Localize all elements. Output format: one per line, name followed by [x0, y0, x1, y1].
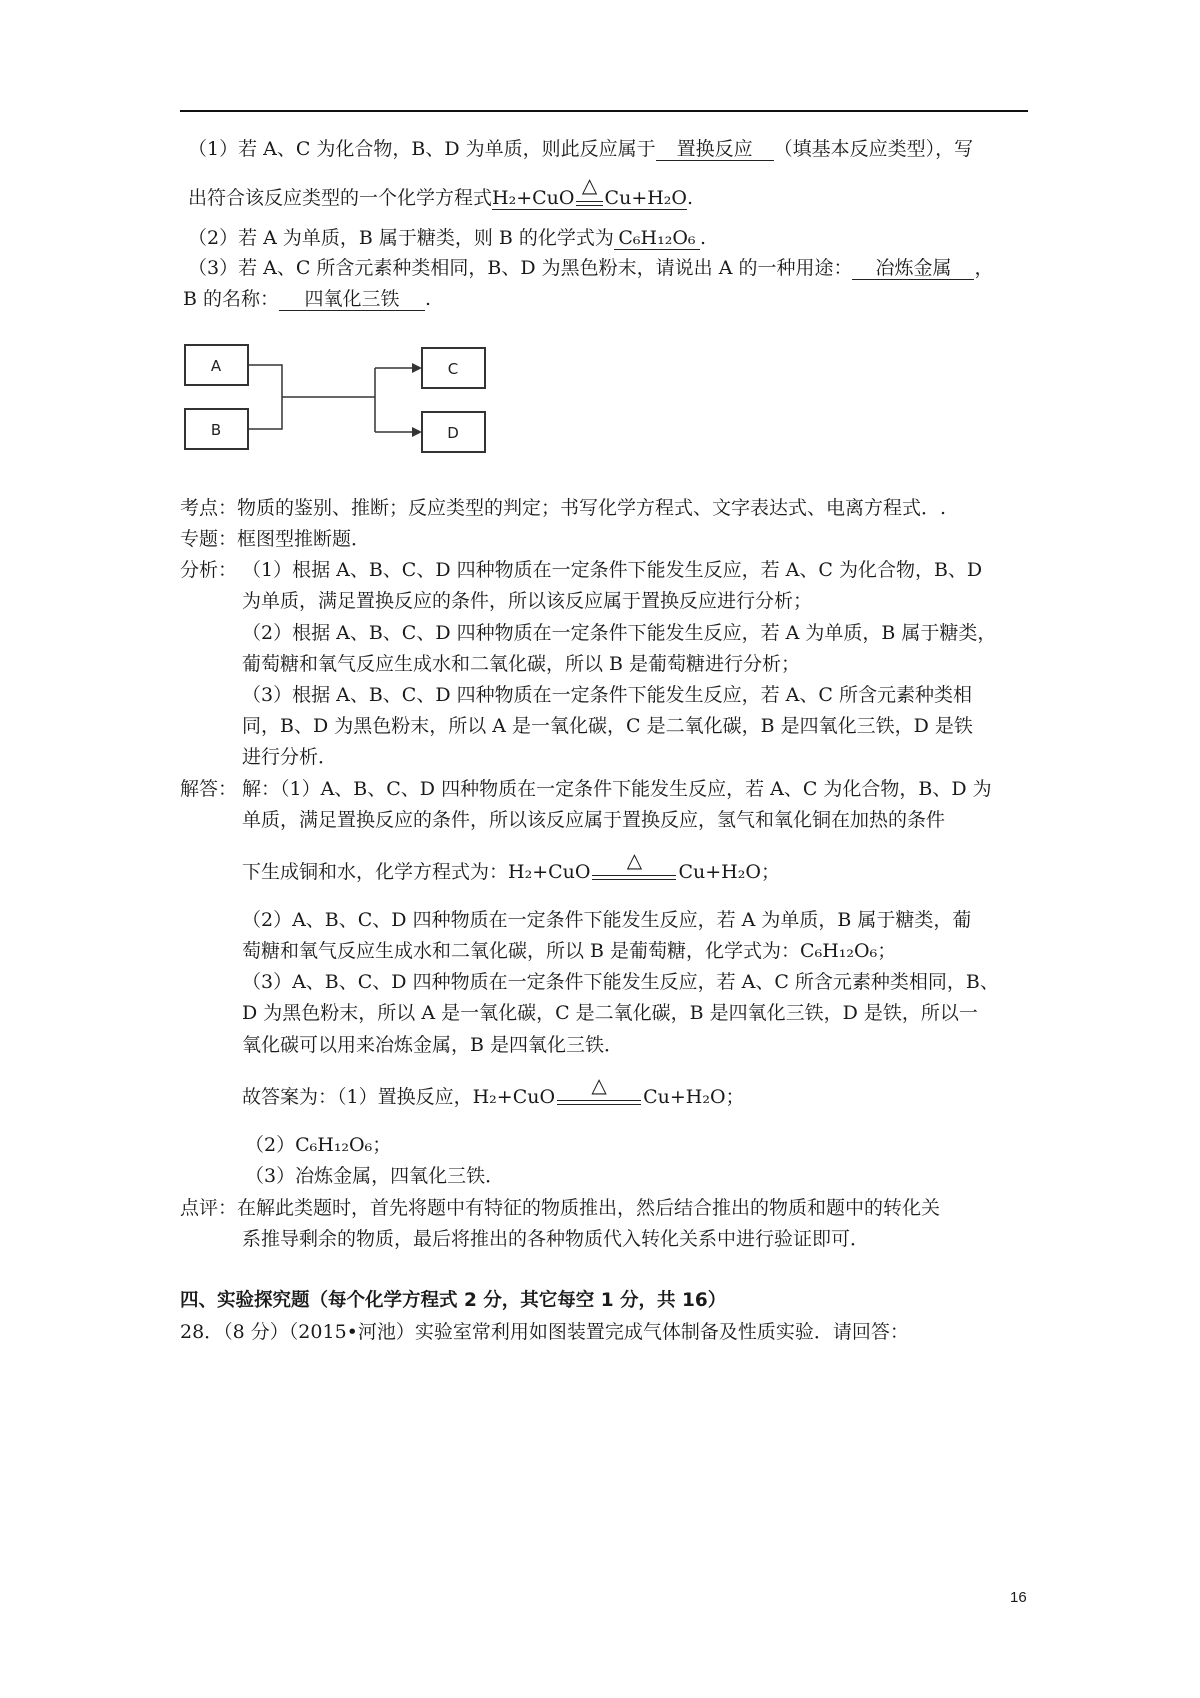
delta-icon: △: [581, 173, 598, 197]
answer-blank-equation: H₂+CuO △ Cu+H₂O: [492, 173, 688, 209]
header-rule: [180, 110, 1028, 112]
q27-part1-line1: （1）若 A、C 为化合物，B、D 为单质，则此反应属于 置换反应 （填基本反应类型），写: [188, 138, 974, 160]
jieda-3b: D 为黑色粉末，所以 A 是一氧化碳，C 是二氧化碳，B 是四氧化三铁，D 是铁，所以一: [242, 1002, 978, 1024]
jieda-2b: 萄糖和氧气反应生成水和二氧化碳，所以 B 是葡萄糖，化学式为：C₆H₁₂O₆；: [242, 940, 897, 962]
fenxi-label: 分析：: [180, 559, 238, 581]
delta-icon: △: [626, 848, 643, 872]
jieda-1c: 下生成铜和水，化学方程式为： H₂+CuO △ Cu+H₂O ；: [242, 848, 780, 883]
label-a: A: [210, 357, 222, 375]
jieda-1b: 单质，满足置换反应的条件，所以该反应属于置换反应，氢气和氧化铜在加热的条件: [242, 809, 946, 831]
q27-part2: （2）若 A 为单质，B 属于糖类，则 B 的化学式为 C₆H₁₂O₆ .: [188, 227, 706, 249]
kaodian: 考点：物质的鉴别、推断；反应类型的判定；书写化学方程式、文字表达式、电离方程式．.: [180, 497, 947, 519]
question-28: 28．（8 分）（2015•河池）实验室常利用如图装置完成气体制备及性质实验．请回答：: [180, 1321, 909, 1343]
dianping-a: 点评：在解此类题时，首先将题中有特征的物质推出，然后结合推出的物质和题中的转化关: [180, 1197, 941, 1219]
answer-blank-formula: C₆H₁₂O₆: [614, 227, 700, 250]
fenxi-1b: 为单质，满足置换反应的条件，所以该反应属于置换反应进行分析；: [242, 590, 813, 612]
final-answer-1: 故答案为：（1）置换反应， H₂+CuO △ Cu+H₂O ；: [242, 1073, 745, 1108]
connector-lines: [248, 365, 416, 432]
label-c: C: [447, 360, 459, 378]
answer-blank-name: 四氧化三铁: [279, 288, 425, 311]
zhuanti: 专题：框图型推断题．: [180, 528, 371, 550]
jieda-3a: （3）A、B、C、D 四种物质在一定条件下能发生反应，若 A、C 所含元素种类相同，B、: [242, 971, 999, 993]
arrowheads: [412, 363, 422, 437]
jieda-3c: 氧化碳可以用来冶炼金属，B 是四氧化三铁．: [242, 1034, 624, 1056]
reaction-diagram: [180, 340, 500, 470]
dianping-b: 系推导剩余的物质，最后将推出的各种物质代入转化关系中进行验证即可．: [242, 1228, 870, 1250]
delta-icon: △: [591, 1073, 607, 1097]
fenxi-3c: 进行分析．: [242, 746, 338, 768]
jieda-2a: （2）A、B、C、D 四种物质在一定条件下能发生反应，若 A 为单质，B 属于糖类，葡: [242, 909, 972, 931]
page-number: 16: [1010, 1589, 1027, 1606]
fenxi-1a: （1）根据 A、B、C、D 四种物质在一定条件下能发生反应，若 A、C 为化合物，B、D: [242, 559, 983, 581]
section-heading: 四、实验探究题（每个化学方程式 2 分，其它每空 1 分，共 16）: [180, 1290, 727, 1311]
q27-part1-line2: 出符合该反应类型的一个化学方程式 H₂+CuO △ Cu+H₂O .: [188, 173, 694, 209]
answer-blank-reaction-type: 置换反应: [656, 138, 774, 161]
fenxi-3a: （3）根据 A、B、C、D 四种物质在一定条件下能发生反应，若 A、C 所含元素种类相: [242, 684, 972, 706]
fenxi-2b: 葡萄糖和氧气反应生成水和二氧化碳，所以 B 是葡萄糖进行分析；: [242, 653, 801, 675]
fenxi-2a: （2）根据 A、B、C、D 四种物质在一定条件下能发生反应，若 A 为单质，B 属于糖类，: [242, 622, 997, 644]
heating-arrow: [592, 848, 676, 884]
q27-part3-line2: B 的名称： 四氧化三铁 .: [183, 288, 432, 310]
jieda-label: 解答：: [180, 778, 238, 800]
q27-part3-line1: （3）若 A、C 所含元素种类相同，B、D 为黑色粉末，请说出 A 的一种用途： 冶炼金属 ，: [188, 257, 994, 279]
heating-arrow: [576, 173, 602, 209]
answer-blank-use: 冶炼金属: [852, 257, 974, 280]
jieda-1a: 解：（1）A、B、C、D 四种物质在一定条件下能发生反应，若 A、C 为化合物，B、D 为: [242, 778, 992, 800]
final-answer-3: （3）冶炼金属，四氧化三铁．: [245, 1165, 505, 1187]
fenxi-3b: 同，B、D 为黑色粉末，所以 A 是一氧化碳，C 是二氧化碳，B 是四氧化三铁，D 是铁: [242, 715, 973, 737]
label-d: D: [447, 424, 459, 442]
label-b: B: [210, 421, 222, 439]
heating-arrow: [557, 1073, 641, 1109]
final-answer-2: （2）C₆H₁₂O₆；: [245, 1134, 392, 1156]
